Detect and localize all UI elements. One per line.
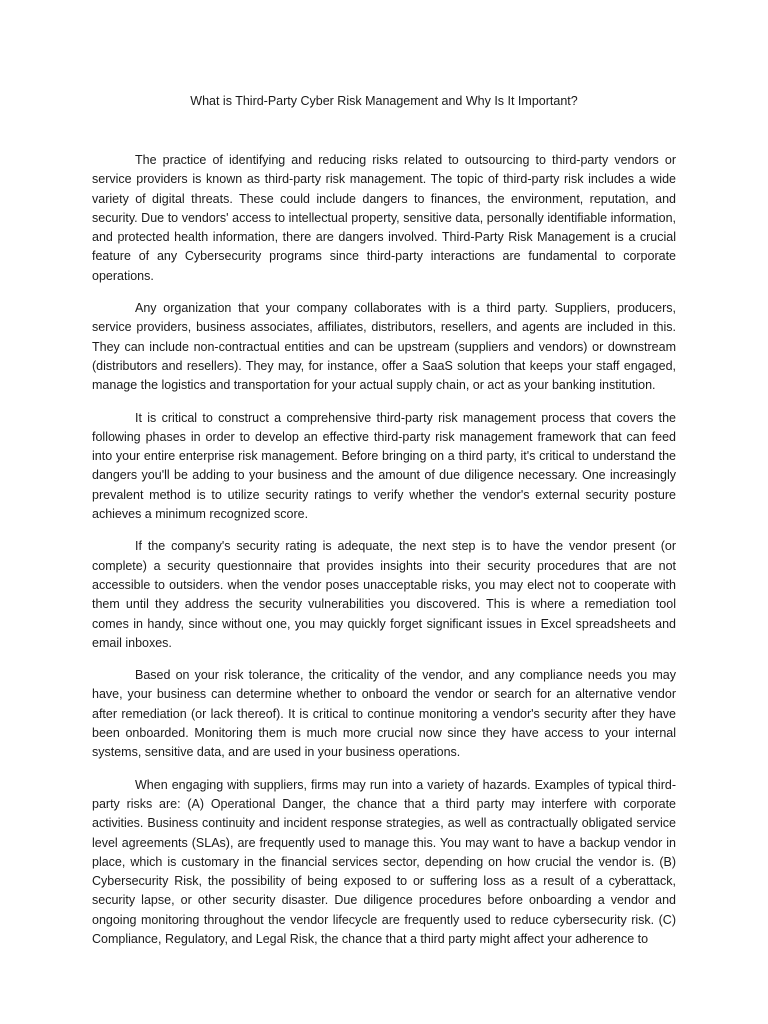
paragraph-3: It is critical to construct a comprehensive third-party risk management process that covers the following phases in order to develop an effective third-party risk management framework that can feed into your entire enterprise risk management. Before bringing on a third party, it's critical to understand the dangers you'll be adding to your business and the amount of due diligence necessary. One increasingly prevalent method is to utilize security ratings to verify whether the vendor's external security posture achieves a minimum recognized score. xyxy=(92,410,676,522)
paragraph-5: Based on your risk tolerance, the criticality of the vendor, and any compliance needs you may have, your business can determine whether to onboard the vendor or search for an alternative vendor after remediation (or lack thereof). It is critical to continue monitoring a vendor's security after they have been onboarded. Monitoring them is much more crucial now since they have access to your internal systems, sensitive data, and are used in your business operations. xyxy=(92,668,676,760)
paragraph-6: When engaging with suppliers, firms may run into a variety of hazards. Examples of typical third-party risks are: (A) Operational Danger, the chance that a third party may interfere with corporate activities. Business continuity and incident response strategies, as well as contractually obligated service level agreements (SLAs), are frequently used to manage this. You may want to have a backup vendor in place, which is customary in the financial services sector, depending on how crucial the vendor is. (B) Cybersecurity Risk, the possibility of being exposed to or suffering loss as a result of a cyberattack, security lapse, or other security disaster. Due diligence procedures before onboarding a vendor and ongoing monitoring throughout the vendor lifecycle are frequently used to reduce cybersecurity risk. (C) Compliance, Regulatory, and Legal Risk, the chance that a third party might affect your adherence to xyxy=(92,777,676,946)
paragraph-2: Any organization that your company collaborates with is a third party. Suppliers, producers, service providers, business associates, affiliates, distributors, resellers, and agents are included in this. They can include non-contractual entities and can be upstream (suppliers and vendors) or downstream (distributors and resellers). They may, for instance, offer a SaaS solution that keeps your staff engaged, manage the logistics and transportation for your actual supply chain, or act as your banking institution. xyxy=(92,301,676,393)
paragraph-1: The practice of identifying and reducing risks related to outsourcing to third-party vendors or service providers is known as third-party risk management. The topic of third-party risk includes a wide variety of digital threats. These could include dangers to finances, the environment, reputation, and security. Due to vendors' access to intellectual property, sensitive data, personally identifiable information, and protected health information, there are dangers involved. Third-Party Risk Management is a crucial feature of any Cybersecurity programs since third-party interactions are fundamental to corporate operations. xyxy=(92,153,676,283)
document-title: What is Third-Party Cyber Risk Management and Why Is It Important? xyxy=(190,94,578,108)
paragraph-4: If the company's security rating is adequate, the next step is to have the vendor present (or complete) a security questionnaire that provides insights into their security procedures that are not accessible to outsiders. when the vendor poses unacceptable risks, you may elect not to cooperate with them until they address the security vulnerabilities you discovered. This is where a remediation tool comes in handy, since without one, you may quickly forget significant issues in Excel spreadsheets and email inboxes. xyxy=(92,539,676,650)
document-body xyxy=(92,151,676,962)
